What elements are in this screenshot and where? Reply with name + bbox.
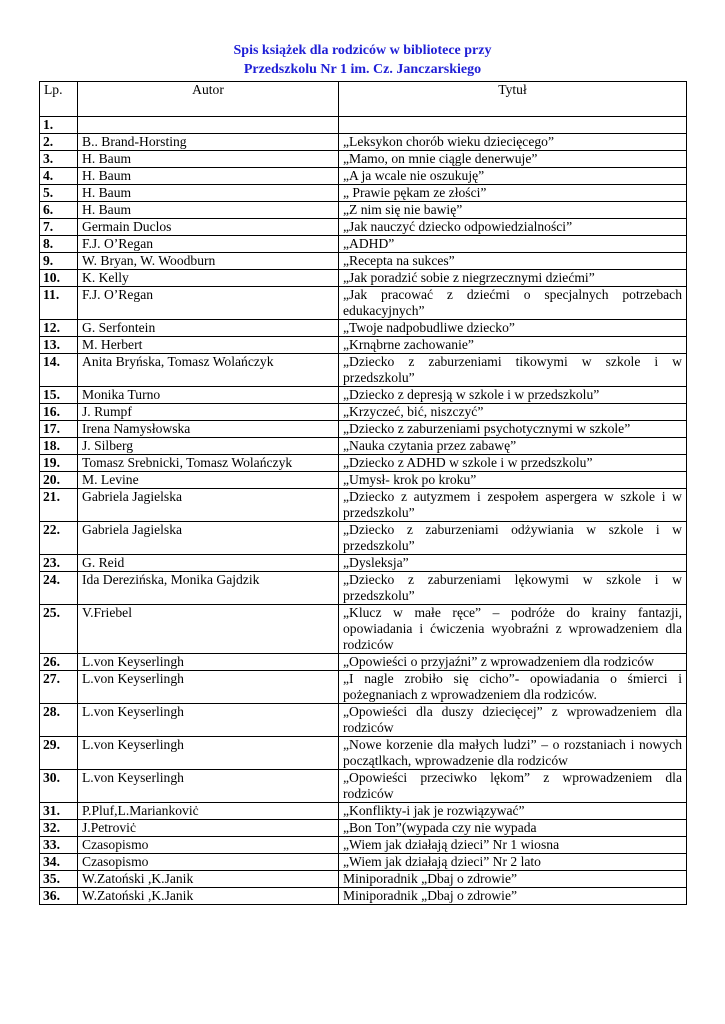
row-number: 13. (40, 337, 78, 354)
table-row (40, 654, 687, 671)
row-number: 11. (40, 287, 78, 320)
row-author: H. Baum (78, 185, 339, 202)
row-title: „Krnąbrne zachowanie” (339, 337, 687, 354)
row-author: W. Bryan, W. Woodburn (78, 253, 339, 270)
row-title: „Umysł- krok po kroku” (339, 472, 687, 489)
row-title: „Bon Ton”(wypada czy nie wypada (339, 820, 687, 837)
table-row (40, 421, 687, 438)
row-title: Miniporadnik „Dbaj o zdrowie” (339, 888, 687, 905)
row-title: „Z nim się nie bawię” (339, 202, 687, 219)
row-author: W.Zatoński ,K.Janik (78, 888, 339, 905)
book-list-table (39, 81, 687, 905)
row-title: „Nowe korzenie dla małych ludzi” – o rozstaniach i nowych początlkach, wprowadzenie dla rodziców (339, 737, 687, 770)
row-author: J. Silberg (78, 438, 339, 455)
table-row (40, 820, 687, 837)
row-author: G. Serfontein (78, 320, 339, 337)
row-title: „Nauka czytania przez zabawę” (339, 438, 687, 455)
row-title: „Jak poradzić sobie z niegrzecznymi dziećmi” (339, 270, 687, 287)
row-number: 6. (40, 202, 78, 219)
table-header (40, 82, 687, 117)
row-author (78, 117, 339, 134)
row-number: 2. (40, 134, 78, 151)
row-title: „ADHD” (339, 236, 687, 253)
row-title: „Dziecko z zaburzeniami odżywiania w szkole i w przedszkolu” (339, 522, 687, 555)
row-number: 3. (40, 151, 78, 168)
row-author: L.von Keyserlingh (78, 737, 339, 770)
table-row (40, 337, 687, 354)
table-row (40, 489, 687, 522)
row-number: 9. (40, 253, 78, 270)
table-row (40, 320, 687, 337)
row-author: Anita Bryńska, Tomasz Wolańczyk (78, 354, 339, 387)
row-number: 30. (40, 770, 78, 803)
table-row (40, 572, 687, 605)
row-number: 15. (40, 387, 78, 404)
row-number: 16. (40, 404, 78, 421)
row-author: Gabriela Jagielska (78, 489, 339, 522)
table-row (40, 671, 687, 704)
row-title: „Opowieści dla duszy dziecięcej” z wprowadzeniem dla rodziców (339, 704, 687, 737)
row-title: Miniporadnik „Dbaj o zdrowie” (339, 871, 687, 888)
row-author: Czasopismo (78, 854, 339, 871)
table-row (40, 270, 687, 287)
row-title: „Dysleksja” (339, 555, 687, 572)
row-number: 22. (40, 522, 78, 555)
table-body (40, 117, 687, 905)
row-number: 21. (40, 489, 78, 522)
row-author: M. Levine (78, 472, 339, 489)
row-number: 36. (40, 888, 78, 905)
document-title-line-1: Spis książek dla rodziców w bibliotece przy (233, 43, 492, 58)
row-title: „Krzyczeć, bić, niszczyć” (339, 404, 687, 421)
table-row (40, 605, 687, 654)
row-title: „Wiem jak działają dzieci” Nr 2 lato (339, 854, 687, 871)
table-row (40, 185, 687, 202)
row-number: 20. (40, 472, 78, 489)
row-number: 24. (40, 572, 78, 605)
table-row (40, 737, 687, 770)
row-title: „Mamo, on mnie ciągle denerwuje” (339, 151, 687, 168)
row-title: „A ja wcale nie oszukuję” (339, 168, 687, 185)
row-title: „Leksykon chorób wieku dziecięcego” (339, 134, 687, 151)
table-row (40, 287, 687, 320)
row-author: B.. Brand-Horsting (78, 134, 339, 151)
row-author: V.Friebel (78, 605, 339, 654)
table-row (40, 455, 687, 472)
header-author: Autor (78, 82, 339, 117)
row-number: 18. (40, 438, 78, 455)
header-title: Tytuł (339, 82, 687, 117)
table-row (40, 704, 687, 737)
table-row (40, 472, 687, 489)
row-number: 12. (40, 320, 78, 337)
row-author: G. Reid (78, 555, 339, 572)
table-row (40, 354, 687, 387)
row-title: „Dziecko z autyzmem i zespołem aspergera w szkole i w przedszkolu” (339, 489, 687, 522)
row-author: Irena Namysłowska (78, 421, 339, 438)
row-author: F.J. O’Regan (78, 236, 339, 253)
row-number: 25. (40, 605, 78, 654)
table-row (40, 219, 687, 236)
table-row (40, 236, 687, 253)
row-number: 31. (40, 803, 78, 820)
row-author: Germain Duclos (78, 219, 339, 236)
row-title: „Dziecko z depresją w szkole i w przedszkolu” (339, 387, 687, 404)
row-title: „Dziecko z ADHD w szkole i w przedszkolu” (339, 455, 687, 472)
table-row (40, 522, 687, 555)
row-author: F.J. O’Regan (78, 287, 339, 320)
row-title: „Jak pracować z dziećmi o specjalnych potrzebach edukacyjnych” (339, 287, 687, 320)
table-row (40, 404, 687, 421)
row-author: P.Pluf,L.Mariankoviċ (78, 803, 339, 820)
row-author: Monika Turno (78, 387, 339, 404)
table-row (40, 117, 687, 134)
row-author: H. Baum (78, 168, 339, 185)
row-number: 8. (40, 236, 78, 253)
row-number: 4. (40, 168, 78, 185)
row-number: 5. (40, 185, 78, 202)
row-number: 26. (40, 654, 78, 671)
table-row (40, 387, 687, 404)
header-row (40, 82, 687, 117)
row-title: „Dziecko z zaburzeniami lękowymi w szkole i w przedszkolu” (339, 572, 687, 605)
row-title (339, 117, 687, 134)
row-author: J.Petroviċ (78, 820, 339, 837)
table-row (40, 134, 687, 151)
row-title: „Opowieści przeciwko lękom” z wprowadzeniem dla rodziców (339, 770, 687, 803)
row-number: 14. (40, 354, 78, 387)
row-author: Tomasz Srebnicki, Tomasz Wolańczyk (78, 455, 339, 472)
table-row (40, 854, 687, 871)
table-row (40, 151, 687, 168)
row-number: 32. (40, 820, 78, 837)
row-author: K. Kelly (78, 270, 339, 287)
row-number: 27. (40, 671, 78, 704)
table-row (40, 837, 687, 854)
row-number: 34. (40, 854, 78, 871)
row-number: 10. (40, 270, 78, 287)
table-row (40, 871, 687, 888)
row-title: „Konflikty-i jak je rozwiązywać” (339, 803, 687, 820)
row-number: 29. (40, 737, 78, 770)
row-author: L.von Keyserlingh (78, 671, 339, 704)
row-title: „Dziecko z zaburzeniami tikowymi w szkole i w przedszkolu” (339, 354, 687, 387)
row-title: „Recepta na sukces” (339, 253, 687, 270)
row-author: H. Baum (78, 151, 339, 168)
row-number: 1. (40, 117, 78, 134)
row-title: „Jak nauczyć dziecko odpowiedzialności” (339, 219, 687, 236)
row-number: 7. (40, 219, 78, 236)
row-number: 17. (40, 421, 78, 438)
row-title: „Klucz w małe ręce” – podróże do krainy fantazji, opowiadania i ćwiczenia wyobraźni z wprowadzeniem dla rodziców (339, 605, 687, 654)
row-author: Ida Derezińska, Monika Gajdzik (78, 572, 339, 605)
table-row (40, 438, 687, 455)
table-row (40, 770, 687, 803)
row-title: „Opowieści o przyjaźni” z wprowadzeniem dla rodziców (339, 654, 687, 671)
document-title-line-2: Przedszkolu Nr 1 im. Cz. Janczarskiego (243, 62, 482, 77)
table-row (40, 168, 687, 185)
header-lp: Lp. (40, 82, 78, 117)
table-row (40, 888, 687, 905)
row-title: „Dziecko z zaburzeniami psychotycznymi w szkole” (339, 421, 687, 438)
table-row (40, 202, 687, 219)
row-author: J. Rumpf (78, 404, 339, 421)
row-number: 23. (40, 555, 78, 572)
row-number: 35. (40, 871, 78, 888)
row-number: 19. (40, 455, 78, 472)
row-title: „Twoje nadpobudliwe dziecko” (339, 320, 687, 337)
row-author: H. Baum (78, 202, 339, 219)
row-author: M. Herbert (78, 337, 339, 354)
row-title: „ Prawie pękam ze złości” (339, 185, 687, 202)
row-number: 33. (40, 837, 78, 854)
row-title: „I nagle zrobiło się cicho”- opowiadania o śmierci i pożegnaniach z wprowadzeniem dla rodziców. (339, 671, 687, 704)
row-author: Czasopismo (78, 837, 339, 854)
row-author: L.von Keyserlingh (78, 704, 339, 737)
row-title: „Wiem jak działają dzieci” Nr 1 wiosna (339, 837, 687, 854)
table-row (40, 253, 687, 270)
row-author: Gabriela Jagielska (78, 522, 339, 555)
row-author: L.von Keyserlingh (78, 654, 339, 671)
row-number: 28. (40, 704, 78, 737)
table-row (40, 555, 687, 572)
row-author: W.Zatoński ,K.Janik (78, 871, 339, 888)
table-row (40, 803, 687, 820)
row-author: L.von Keyserlingh (78, 770, 339, 803)
